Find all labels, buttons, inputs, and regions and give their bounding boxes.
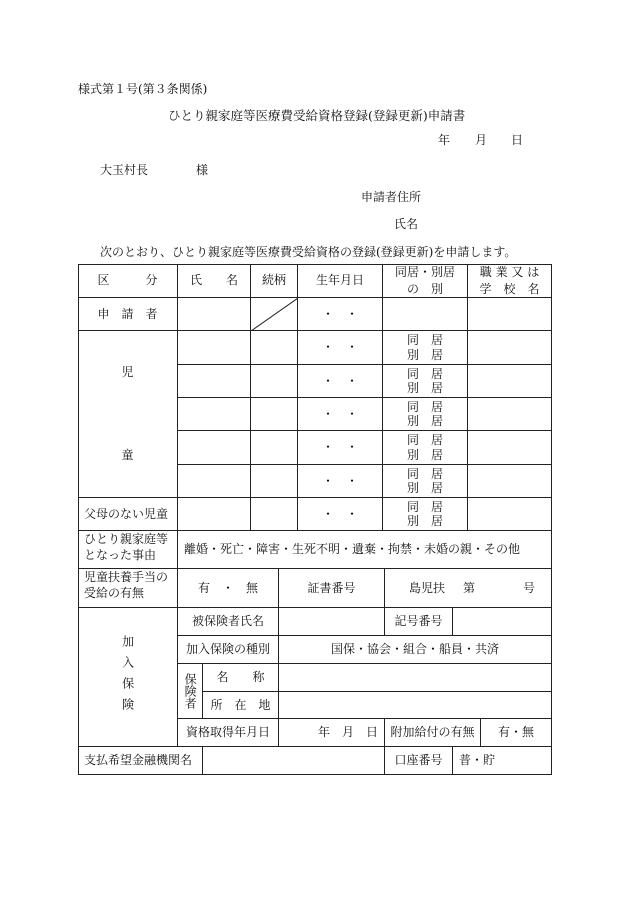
child-3-occupation-cell[interactable] xyxy=(468,398,552,431)
form-number: 様式第１号(第３条関係) xyxy=(78,82,208,96)
allowance-label xyxy=(78,569,178,608)
orphan-occupation-cell[interactable] xyxy=(468,498,552,531)
cohabit-same-option: 同 居 xyxy=(406,333,443,348)
insurer-label-cell xyxy=(178,664,203,719)
orphan-birthdate-cell[interactable]: ・ ・ xyxy=(298,498,383,531)
child-4-relation-cell[interactable] xyxy=(251,431,298,465)
reason-options[interactable]: 離婚・死亡・障害・生死不明・遺棄・拘禁・未婚の親・その他 xyxy=(178,531,552,569)
child-category-cell xyxy=(78,331,178,498)
child-3-relation-cell[interactable] xyxy=(251,398,298,431)
insurer-name-cell[interactable] xyxy=(279,664,552,692)
bank-label: 支払希望金融機関名 xyxy=(78,747,203,775)
certificate-dai: 第 xyxy=(463,580,476,595)
cohabit-same-option: 同 居 xyxy=(406,466,443,481)
applicant-name-cell[interactable] xyxy=(178,298,251,331)
orphan-name-cell[interactable] xyxy=(178,498,251,531)
addressee-name: 大玉村長 xyxy=(100,163,149,177)
child-4-name-cell[interactable] xyxy=(178,431,251,465)
cohabit-separate-option: 別 居 xyxy=(406,447,443,462)
account-number-label: 口座番号 xyxy=(385,747,453,775)
orphan-label: 父母のない児童 xyxy=(78,498,178,531)
additional-benefit-label: 附加給付の有無 xyxy=(385,719,481,747)
insurance-type-label: 加入保険の種別 xyxy=(178,636,279,664)
child-1-cohabit-cell[interactable] xyxy=(383,331,468,365)
applicant-birthdate-cell[interactable]: ・ ・ xyxy=(298,298,383,331)
cohabit-same-option: 同 居 xyxy=(406,366,443,381)
cohabit-separate-option: 別 居 xyxy=(406,481,443,495)
bank-name-cell[interactable] xyxy=(203,747,385,775)
date-year-label: 年 xyxy=(438,133,451,147)
insurance-label: 加入保険 xyxy=(120,635,135,719)
cohabit-same-option: 同 居 xyxy=(406,499,443,514)
child-5-relation-cell[interactable] xyxy=(251,465,298,498)
header-cohabit-line1: 同居・別居 xyxy=(394,265,455,280)
header-occupation-line1: 職 業 又 は xyxy=(479,265,540,280)
applicant-cohabit-cell[interactable] xyxy=(383,298,468,331)
child-2-relation-cell[interactable] xyxy=(251,365,298,398)
applicant-relation-cell xyxy=(251,298,298,331)
certificate-prefix: 島児扶 xyxy=(409,580,446,595)
insurer-label: 保険者 xyxy=(183,673,198,709)
form-title: ひとり親家庭等医療費受給資格登録(登録更新)申請書 xyxy=(168,108,466,123)
header-relation: 続柄 xyxy=(251,264,298,298)
date-day-label: 日 xyxy=(511,133,524,147)
header-cohabit xyxy=(383,264,468,298)
orphan-relation-cell[interactable] xyxy=(251,498,298,531)
child-1-relation-cell[interactable] xyxy=(251,331,298,365)
header-name: 氏 名 xyxy=(178,264,251,298)
reason-label-line1: ひとり親家庭等 xyxy=(84,532,169,546)
header-birthdate: 生年月日 xyxy=(298,264,383,298)
insurer-address-cell[interactable] xyxy=(279,692,552,719)
acquisition-date-value[interactable]: 年 月 日 xyxy=(279,719,385,747)
additional-benefit-value[interactable]: 有・無 xyxy=(481,719,552,747)
child-5-name-cell[interactable] xyxy=(178,465,251,498)
header-category: 区 分 xyxy=(78,264,178,298)
diagonal-strike xyxy=(251,298,298,331)
account-type-cell[interactable]: 普・貯 xyxy=(453,747,552,775)
child-3-cohabit-cell[interactable] xyxy=(383,398,468,431)
symbol-number-label: 記号番号 xyxy=(385,608,453,636)
child-2-occupation-cell[interactable] xyxy=(468,365,552,398)
reason-label xyxy=(78,531,178,569)
child-4-occupation-cell[interactable] xyxy=(468,431,552,465)
addressee-honorific: 様 xyxy=(196,163,209,177)
insured-name-cell[interactable] xyxy=(279,608,385,636)
header-occupation-line2: 学 校 名 xyxy=(479,281,540,296)
allowance-yesno[interactable]: 有 ・ 無 xyxy=(178,569,279,608)
child-char-1: 児 xyxy=(121,365,134,380)
child-3-name-cell[interactable] xyxy=(178,398,251,431)
cohabit-separate-option: 別 居 xyxy=(406,414,443,428)
allowance-label-line1: 児童扶養手当の xyxy=(84,570,169,584)
certificate-number-cell[interactable] xyxy=(385,569,552,608)
cohabit-same-option: 同 居 xyxy=(406,399,443,414)
child-2-cohabit-cell[interactable] xyxy=(383,365,468,398)
child-1-name-cell[interactable] xyxy=(178,331,251,365)
reason-label-line2: となった事由 xyxy=(84,548,157,563)
cohabit-same-option: 同 居 xyxy=(406,433,443,448)
child-4-cohabit-cell[interactable] xyxy=(383,431,468,465)
insurance-type-options[interactable]: 国保・協会・組合・船員・共済 xyxy=(279,636,552,664)
cohabit-separate-option: 別 居 xyxy=(406,381,443,395)
child-2-birthdate-cell[interactable]: ・ ・ xyxy=(298,365,383,398)
header-cohabit-line2: の 別 xyxy=(406,281,443,296)
cohabit-separate-option: 別 居 xyxy=(406,514,443,528)
applicant-address-label: 申請者住所 xyxy=(361,190,422,204)
child-char-2: 童 xyxy=(121,448,134,463)
child-1-birthdate-cell[interactable]: ・ ・ xyxy=(298,331,383,365)
insured-name-label: 被保険者氏名 xyxy=(178,608,279,636)
applicant-occupation-cell[interactable] xyxy=(468,298,552,331)
insurer-address-label: 所 在 地 xyxy=(203,692,279,719)
applicant-name-label: 氏名 xyxy=(394,217,419,231)
acquisition-date-label: 資格取得年月日 xyxy=(178,719,279,747)
header-occupation xyxy=(468,264,552,298)
intro-text: 次のとおり、ひとり親家庭等医療費受給資格の登録(登録更新)を申請します。 xyxy=(100,245,517,259)
child-1-occupation-cell[interactable] xyxy=(468,331,552,365)
child-5-cohabit-cell[interactable] xyxy=(383,465,468,498)
insurance-label-cell xyxy=(78,608,178,747)
child-5-birthdate-cell[interactable]: ・ ・ xyxy=(298,465,383,498)
child-3-birthdate-cell[interactable]: ・ ・ xyxy=(298,398,383,431)
child-5-occupation-cell[interactable] xyxy=(468,465,552,498)
insurer-name-label: 名 称 xyxy=(203,664,279,692)
cohabit-separate-option: 別 居 xyxy=(406,347,443,362)
application-form-table xyxy=(78,264,552,775)
orphan-cohabit-cell[interactable] xyxy=(383,498,468,531)
date-month-label: 月 xyxy=(475,133,488,147)
allowance-label-line2: 受給の有無 xyxy=(84,586,145,601)
applicant-row-label: 申 請 者 xyxy=(78,298,178,331)
child-4-birthdate-cell[interactable]: ・ ・ xyxy=(298,431,383,465)
certificate-label: 証書番号 xyxy=(279,569,385,608)
certificate-go: 号 xyxy=(523,580,536,595)
symbol-number-cell[interactable] xyxy=(453,608,552,636)
child-2-name-cell[interactable] xyxy=(178,365,251,398)
